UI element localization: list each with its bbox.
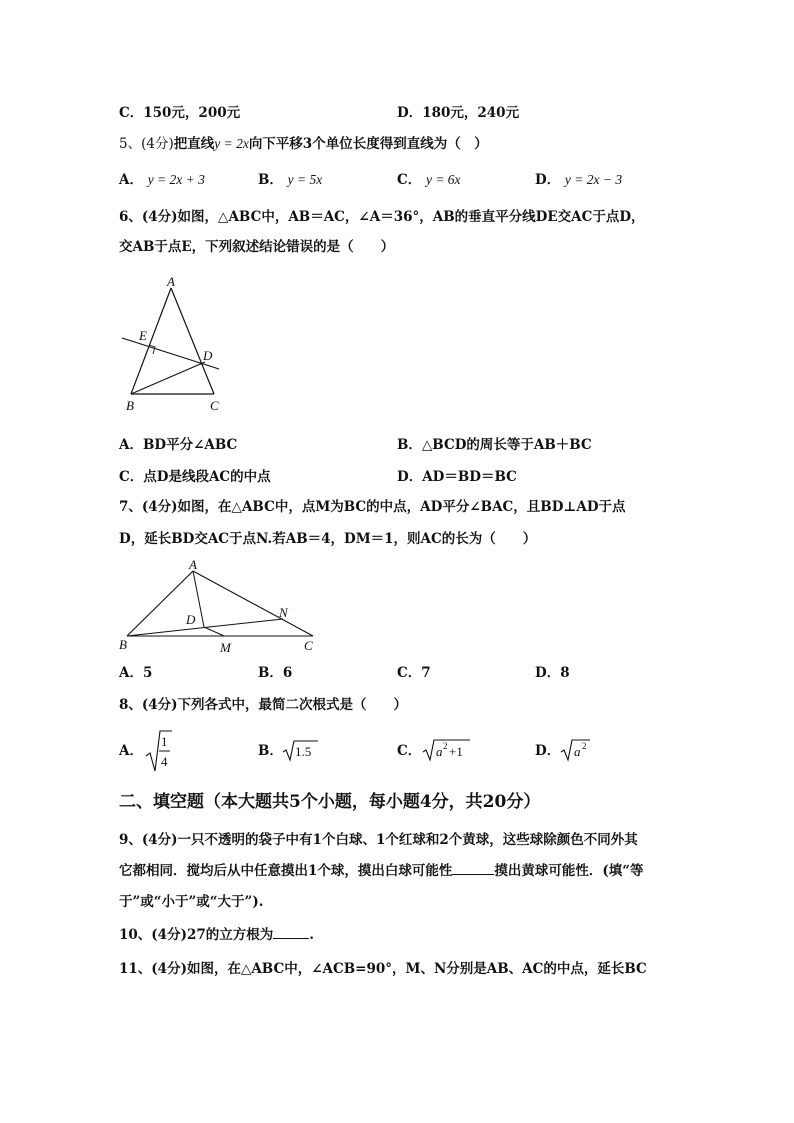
q5-option-b <box>258 171 322 189</box>
q7-label-a: A <box>189 557 197 572</box>
q10-text: 10、(4分)27的立方根为 <box>119 927 274 943</box>
q8-option-d-exponent: 2 <box>582 741 587 751</box>
q7-label-d: D <box>186 612 196 627</box>
q10-answer-blank[interactable] <box>273 926 309 939</box>
q8-option-c-label: C． <box>397 743 422 759</box>
q10-period: . <box>309 927 314 943</box>
q5-option-d <box>535 171 622 189</box>
q7-figure <box>116 556 328 658</box>
q6-option-a: A．BD平分∠ABC <box>119 437 238 453</box>
q7-side-ab <box>127 571 193 636</box>
q6-stem-line1: 6、(4分)如图，△ABC中，AB＝AC，∠A＝36°，AB的垂直平分线DE交AC于点D， <box>119 209 645 225</box>
q5-option-b-label: B． <box>258 172 283 188</box>
q8-option-c-rest: +1 <box>449 744 463 759</box>
q7-label-c: C <box>304 638 313 653</box>
q7-stem-line1: 7、(4分)如图，在△ABC中，点M为BC的中点，AD平分∠BAC，且BD⊥AD于点 <box>119 499 626 515</box>
q9-line2-part2: 摸出黄球可能性．(填“等 <box>494 863 644 879</box>
q7-option-d: D．8 <box>535 665 570 681</box>
q5-text-1: 把直线 <box>173 136 215 152</box>
q7-label-m: M <box>220 640 231 655</box>
q6-segment-bd <box>131 362 205 394</box>
q4-option-d: D．180元，240元 <box>397 105 520 121</box>
q7-label-b: B <box>119 637 127 652</box>
q8-option-a-numerator: 1 <box>161 734 168 749</box>
q7-option-b: B．6 <box>258 665 293 681</box>
q8-option-a-denominator: 4 <box>161 754 168 769</box>
q7-segment-dm <box>204 627 224 636</box>
q8-option-b-radical <box>280 738 320 762</box>
q5-option-c-math: y = 6x <box>425 172 461 187</box>
q8-option-c <box>397 742 421 760</box>
q6-side-ab <box>131 288 171 394</box>
q5-stem <box>119 135 488 153</box>
q9-line2 <box>119 862 644 880</box>
q8-stem: 8、(4分)下列各式中，最简二次根式是（ ） <box>119 697 408 713</box>
q8-option-a <box>119 742 143 760</box>
q5-text-2: 向下平移3个单位长度得到直线为（ ） <box>248 136 488 152</box>
q6-option-c: C．点D是线段AC的中点 <box>119 469 271 485</box>
q6-stem-line2: 交AB于点E，下列叙述结论错误的是（ ） <box>119 239 395 255</box>
q5-number: 5、(4分) <box>119 136 174 152</box>
q8-option-d-base: a <box>574 744 581 759</box>
q6-label-e: E <box>139 328 147 343</box>
q5-option-a-label: A． <box>119 172 143 188</box>
q8-option-d <box>535 742 560 760</box>
q5-option-c <box>397 171 461 189</box>
q6-label-b: B <box>126 398 134 413</box>
q8-option-b-label: B． <box>258 743 283 759</box>
q5-option-a <box>119 171 205 189</box>
q8-option-c-exponent: 2 <box>443 741 448 751</box>
q9-line1: 9、(4分)一只不透明的袋子中有1个白球、1个红球和2个黄球，这些球除颜色不同外其 <box>119 832 638 848</box>
q8-option-a-radical <box>143 728 173 774</box>
q5-option-d-math: y = 2x − 3 <box>564 172 623 187</box>
q8-option-d-label: D． <box>535 743 561 759</box>
q6-figure <box>116 274 228 416</box>
section-2-heading: 二、填空题（本大题共5个小题，每小题4分，共20分） <box>119 792 541 812</box>
q6-label-c: C <box>210 398 219 413</box>
q8-option-d-radical <box>558 736 592 762</box>
q8-option-c-radical <box>420 736 472 762</box>
q6-label-d: D <box>203 348 213 363</box>
q6-option-d: D．AD＝BD＝BC <box>397 469 517 485</box>
q11-line1: 11、(4分)如图，在△ABC中，∠ACB=90°，M、N分别是AB、AC的中点，延长BC <box>119 961 647 977</box>
q9-answer-blank[interactable] <box>452 862 494 875</box>
q7-side-ac <box>193 571 313 636</box>
q5-expression: y = 2x <box>214 136 249 151</box>
q6-side-ac <box>171 288 214 394</box>
q9-line3: 于”或“小于”或“大于”). <box>119 894 264 910</box>
q9-line2-part1: 它都相同．搅均后从中任意摸出1个球，摸出白球可能性 <box>119 863 453 879</box>
q8-option-b-radicand: 1.5 <box>295 744 312 759</box>
q7-option-a: A．5 <box>119 665 153 681</box>
q4-option-c: C．150元，200元 <box>119 105 241 121</box>
q7-stem-line2: D，延长BD交AC于点N.若AB＝4，DM＝1，则AC的长为（ ） <box>119 531 537 547</box>
q8-option-c-base: a <box>436 744 443 759</box>
q7-label-n: N <box>279 605 288 620</box>
q5-option-c-label: C． <box>397 172 422 188</box>
q5-option-b-math: y = 5x <box>287 172 323 187</box>
q5-option-a-math: y = 2x + 3 <box>147 172 205 187</box>
q6-option-b: B．△BCD的周长等于AB＋BC <box>397 437 592 453</box>
q8-option-a-label: A． <box>119 743 143 759</box>
q6-label-a: A <box>167 274 175 289</box>
q7-option-c: C．7 <box>397 665 431 681</box>
q10-stem <box>119 926 314 944</box>
q5-option-d-label: D． <box>535 172 561 188</box>
